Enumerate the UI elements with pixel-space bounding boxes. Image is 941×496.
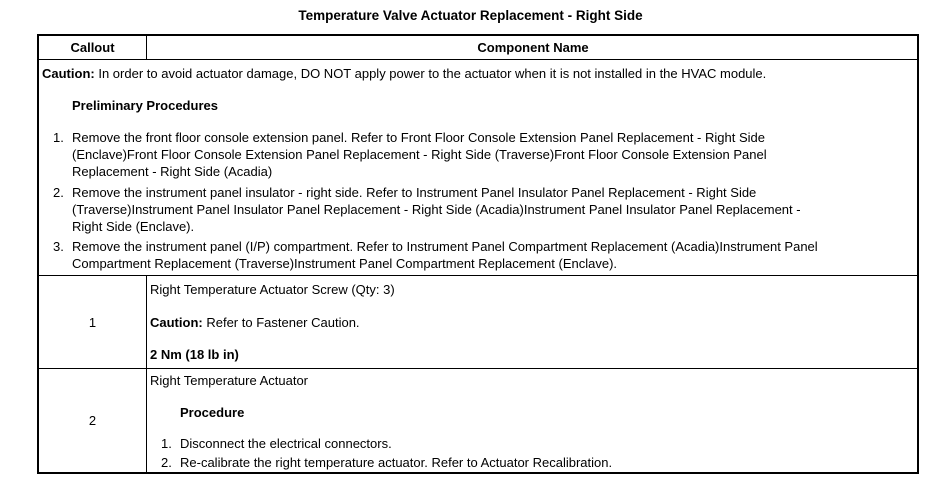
procedure-table [37, 34, 919, 474]
preliminary-procedures-heading: Preliminary Procedures [72, 98, 218, 113]
component-name-column-header: Component Name [477, 40, 589, 55]
row2-component-name: Right Temperature Actuator [150, 373, 309, 388]
row1-component-name: Right Temperature Actuator Screw (Qty: 3) [150, 282, 395, 297]
header-column-divider [146, 36, 147, 59]
step-text-line: Compartment Replacement (Traverse)Instrument Panel Compartment Replacement (Enclave). [72, 256, 618, 271]
header-row-divider [39, 59, 917, 60]
step-number: 3. [53, 239, 64, 254]
row1-callout: 1 [88, 315, 97, 330]
step-text-line: Remove the front floor console extension panel. Refer to Front Floor Console Extension Panel Replacement - Right Side [72, 130, 765, 145]
row1-caution-text: Refer to Fastener Caution. [206, 315, 360, 330]
step-text-line: Remove the instrument panel (I/P) compartment. Refer to Instrument Panel Compartment Replacement (Acadia)Instrument Panel [72, 239, 818, 254]
row1-torque: 2 Nm (18 lb in) [150, 347, 239, 362]
row2-step-number: 2. [161, 455, 172, 470]
caution-text: In order to avoid actuator damage, DO NOT apply power to the actuator when it is not installed in the HVAC module. [98, 66, 767, 81]
step-number: 2. [53, 185, 64, 200]
caution-label: Caution: [42, 66, 95, 81]
callout-column-header: Callout [70, 40, 115, 55]
page-title: Temperature Valve Actuator Replacement - Right Side [298, 8, 643, 23]
step-number: 1. [53, 130, 64, 145]
step-text-line: (Traverse)Instrument Panel Insulator Panel Replacement - Right Side (Acadia)Instrument Panel Insulator Panel Replacement - [72, 202, 801, 217]
row2-step-text: Re-calibrate the right temperature actuator. Refer to Actuator Recalibration. [180, 455, 613, 470]
row1-column-divider [146, 275, 147, 368]
step-text-line: Remove the instrument panel insulator - right side. Refer to Instrument Panel Insulator Panel Replacement - Right Side [72, 185, 757, 200]
row2-column-divider [146, 368, 147, 474]
row2-procedure-heading: Procedure [180, 405, 245, 420]
row1-caution-label: Caution: [150, 315, 203, 330]
caution-row-divider [39, 275, 917, 276]
step-text-line: Replacement - Right Side (Acadia) [72, 164, 273, 179]
row2-callout: 2 [88, 413, 97, 428]
row1-divider [39, 368, 917, 369]
step-text-line: (Enclave)Front Floor Console Extension Panel Replacement - Right Side (Traverse)Front Floor Console Extension Panel [72, 147, 767, 162]
row2-step-number: 1. [161, 436, 172, 451]
row2-step-text: Disconnect the electrical connectors. [180, 436, 392, 451]
step-text-line: Right Side (Enclave). [72, 219, 195, 234]
caution-line [42, 66, 766, 82]
row1-caution-line [150, 315, 360, 331]
